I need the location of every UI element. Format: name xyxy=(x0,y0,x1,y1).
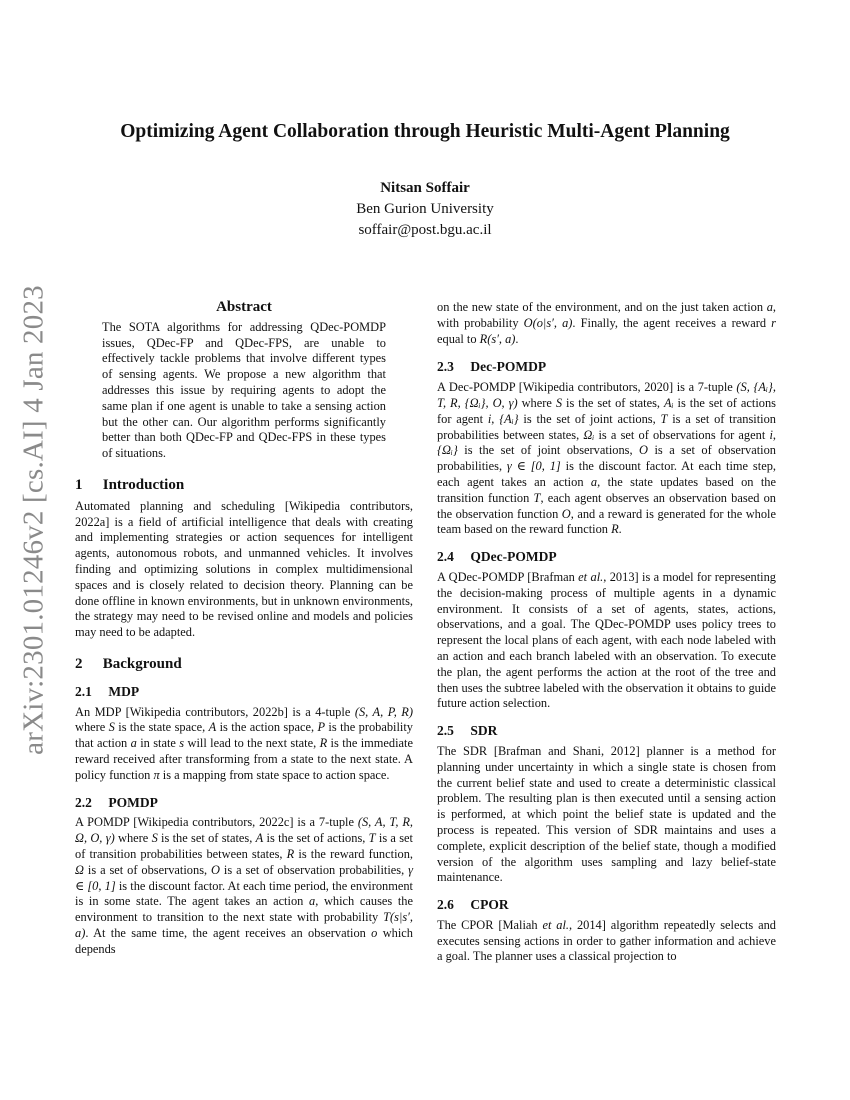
subsection-heading-mdp xyxy=(75,684,413,700)
subsection-heading-pomdp xyxy=(75,795,413,811)
right-column xyxy=(437,300,776,965)
author-name: Nitsan Soffair xyxy=(380,180,470,196)
subsection-number: 2.4 xyxy=(437,549,454,565)
subsection-title: MDP xyxy=(108,683,140,699)
subsection-title: SDR xyxy=(470,723,498,739)
section-number: 2 xyxy=(75,655,83,672)
pomdp-paragraph-continued: on the new state of the environment, and on the just taken action a, with probability O(o|s′, a). Finally, the agent receives a reward r equal to R(s′, a). xyxy=(437,300,776,346)
subsection-title: Dec-POMDP xyxy=(470,359,547,375)
paper-title: Optimizing Agent Collaboration through Heuristic Multi-Agent Planning xyxy=(120,121,730,142)
cpor-paragraph: The CPOR [Maliah et al., 2014] algorithm repeatedly selects and executes sensing actions in order to gather information and achieve a goal. The planner uses a classical projection to xyxy=(437,917,777,964)
subsection-title: POMDP xyxy=(108,794,158,810)
mdp-paragraph: An MDP [Wikipedia contributors, 2022b] is a 4-tuple (S, A, P, R) where S is the state space, A is the action space, P is the probability that action a in state s will lead to the next state, R is the immediate reward received after transforming from a state to the next state. A policy function π is a mapping from state space to action space. xyxy=(75,704,413,782)
section-title: Introduction xyxy=(102,476,185,493)
pomdp-paragraph: A POMDP [Wikipedia contributors, 2022c] is a 7-tuple (S, A, T, R, Ω, O, γ) where S is the set of states, A is the set of actions, T is a set of transition probabilities between states, R is the reward function, Ω is a set of observations, O is a set of observation probabilities, γ ∈ [0, 1] is the discount factor. At each time period, the environment is in some state. The agent takes an action a, which causes the environment to transition to the next state with probability T(s|s′, a). At the same time, the agent receives an observation o which depends xyxy=(75,815,414,956)
subsection-title: QDec-POMDP xyxy=(470,549,557,565)
subsection-number: 2.6 xyxy=(437,897,454,913)
introduction-paragraph: Automated planning and scheduling [Wikipedia contributors, 2022a] is a field of artificial intelligence that deals with creating and implementing strategies or action sequences for intelligent agents, autonomous robots, and unmanned vehicles. It involves finding and optimizing solutions in complex multidimensional spaces and is closely related to decision theory. Planning can be done offline in known environments, but in unknown environments, the strategy may need to be revised online and models and policies may need to be adapted. xyxy=(75,498,413,640)
subsection-number: 2.2 xyxy=(75,794,92,810)
author-email: soffair@post.bgu.ac.il xyxy=(358,222,492,238)
arxiv-stamp-text: arXiv:2301.01246v2 [cs.AI] 4 Jan 2023 xyxy=(17,285,50,755)
section-title: Background xyxy=(102,655,182,672)
subsection-number: 2.5 xyxy=(437,723,454,739)
subsection-heading-cpor xyxy=(437,897,776,913)
section-heading-introduction xyxy=(75,478,413,494)
abstract-heading: Abstract xyxy=(216,299,272,315)
subsection-number: 2.1 xyxy=(75,683,92,699)
left-column xyxy=(75,300,413,957)
subsection-number: 2.3 xyxy=(437,359,454,375)
subsection-heading-dec-pomdp xyxy=(437,359,776,375)
qdec-pomdp-paragraph: A QDec-POMDP [Brafman et al., 2013] is a model for representing the decision-making process of multiple agents in a dynamic environment. It consists of a set of agents, states, actions, observations, and a goal. The QDec-POMDP uses policy trees to represent the local plans of each agent, with each node labeled with an action and each branch labeled with an observation. To execute the plan, the agent performs the action at the root of the tree and then uses the subtree labeled with the observation it obtains to guide future action selection. xyxy=(437,569,777,711)
dec-pomdp-paragraph: A Dec-POMDP [Wikipedia contributors, 2020] is a 7-tuple (S, {Aᵢ}, T, R, {Ωᵢ}, O, γ) where S is the set of states, Aᵢ is the set of actions for agent i, {Aᵢ} is the set of joint actions, T is a set of transition probabilities between states, Ωᵢ is a set of observations for agent i, {Ωᵢ} is the set of joint observations, O is a set of observation probabilities, γ ∈ [0, 1] is the discount factor. At each time step, each agent takes an action a, the state updates based on the transition function T, each agent observes an observation based on the observation function O, and a reward is generated for the whole team based on the reward function R. xyxy=(437,380,777,537)
subsection-heading-sdr xyxy=(437,723,776,739)
abstract-text: The SOTA algorithms for addressing QDec-POMDP issues, QDec-FP and QDec-FPS, are unable to effectively tackle problems that involve different types of sensing agents. We propose a new algorithm that addresses this issue by requiring agents to adopt the same plan if one agent is unable to take a sensing action but the other can. Our algorithm performs significantly better than both QDec-FP and QDec-FPS in these types of situations. xyxy=(102,319,386,461)
author-block xyxy=(0,178,850,241)
section-heading-background xyxy=(75,657,413,673)
subsection-title: CPOR xyxy=(470,897,509,913)
sdr-paragraph: The SDR [Brafman and Shani, 2012] planner is a method for planning under uncertainty in which a single state is chosen from the current belief state and used to create a deterministic classical problem. The resulting plan is then executed until a sensing action is performed, at which point the belief state is updated and the process is repeated. This version of SDR maintains and uses a complete, explicit description of the belief state, though a modified version of the algorithm uses sampling and lazy belief-state maintenance. xyxy=(437,743,776,885)
author-affiliation: Ben Gurion University xyxy=(356,201,494,217)
arxiv-stamp xyxy=(12,285,56,755)
subsection-heading-qdec-pomdp xyxy=(437,549,776,565)
section-number: 1 xyxy=(75,476,83,493)
